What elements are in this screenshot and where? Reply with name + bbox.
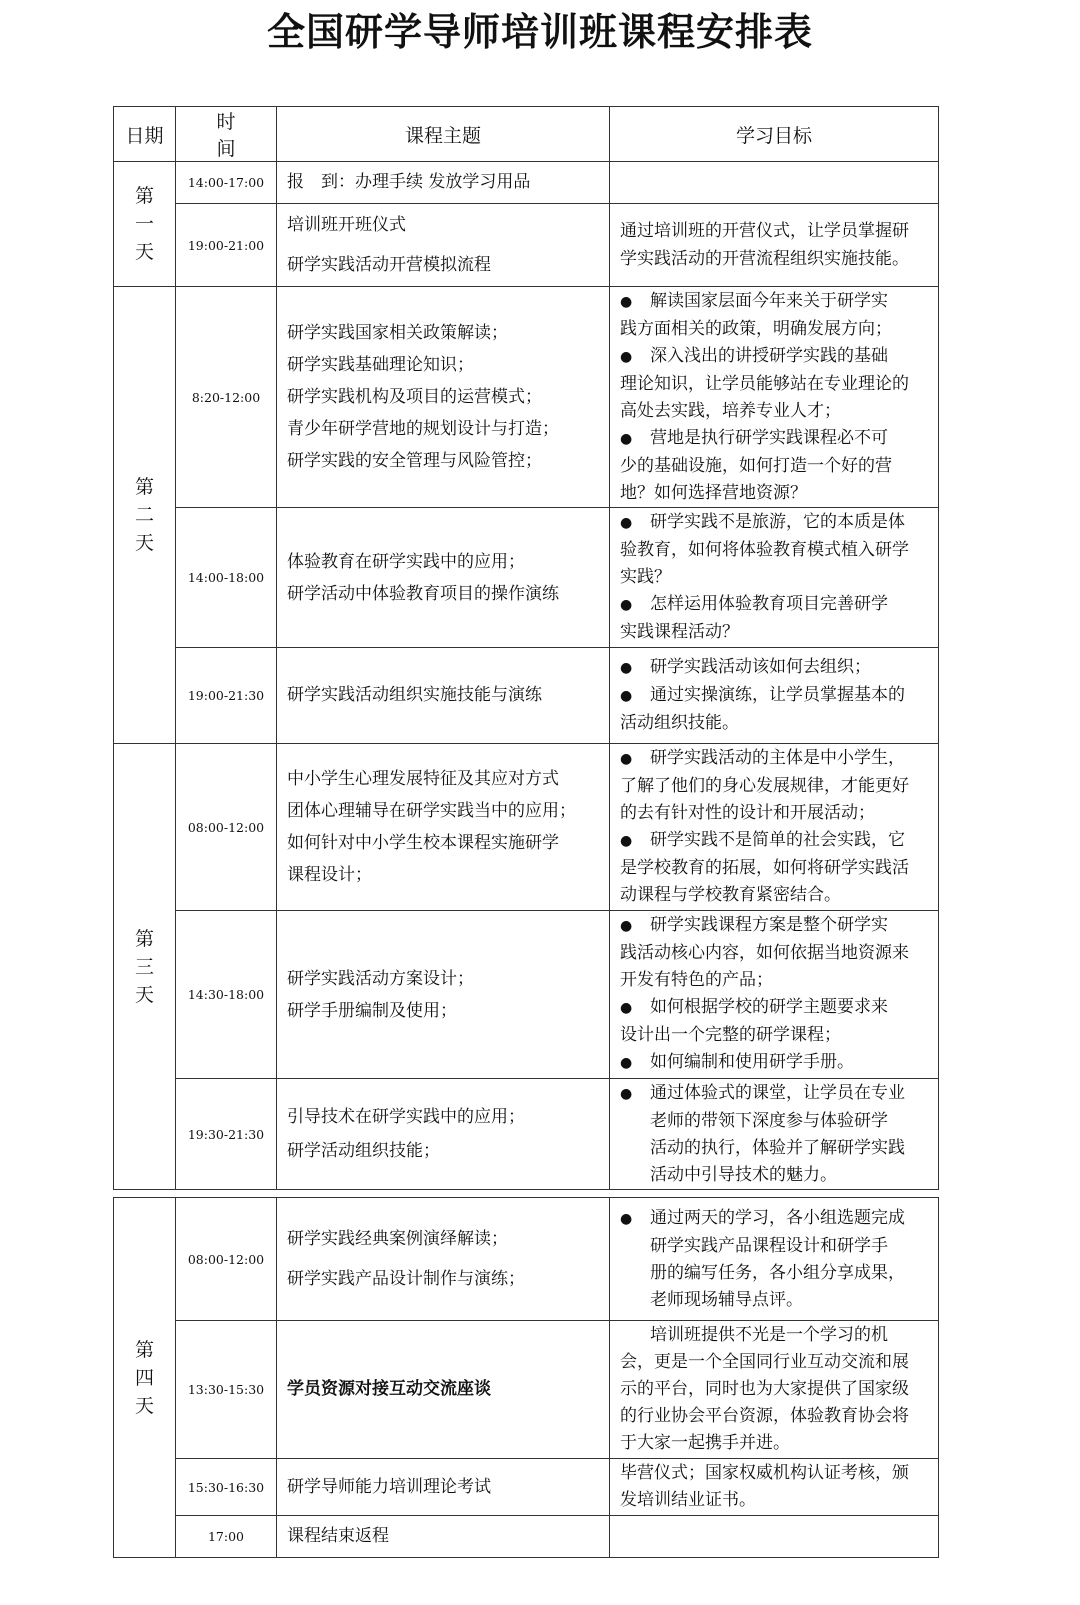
topic-cell: 研学实践活动组织实施技能与演练 xyxy=(277,648,610,744)
table-row xyxy=(114,1079,939,1190)
goal-cell: ● 研学实践不是旅游，它的本质是体 验教育，如何将体验教育模式植入研学 实践？ ● 怎样运用体验教育项目完善研学 实践课程活动？ xyxy=(610,508,939,648)
time-cell: 17:00 xyxy=(176,1516,277,1558)
day-2-cell: 第 二 天 xyxy=(114,287,176,744)
bullet-icon: ● xyxy=(620,688,633,704)
table-row xyxy=(114,162,939,204)
day-3-cell: 第 三 天 xyxy=(114,744,176,1190)
table-row xyxy=(114,1516,939,1558)
time-cell: 08:00-12:00 xyxy=(176,1198,277,1321)
time-cell: 19:00-21:00 xyxy=(176,204,277,287)
time-cell: 8:20-12:00 xyxy=(176,287,277,508)
header-date: 日期 xyxy=(114,107,176,162)
goal-cell: ● 解读国家层面今年来关于研学实 践方面相关的政策，明确发展方向； ● 深入浅出的讲授研学实践的基础 理论知识，让学员能够站在专业理论的 高处去实践，培养专业人才； ● 营地是执行研学实践课程必不可 少的基础设施，如何打造一个好的营 地？如何选择营地资源？ xyxy=(610,287,939,508)
goal-cell: 培训班提供不光是一个学习的机 会，更是一个全国同行业互动交流和展 示的平台，同时也为大家提供了国家级 的行业协会平台资源，体验教育协会将 于大家一起携手并进。 xyxy=(610,1321,939,1459)
time-cell: 08:00-12:00 xyxy=(176,744,277,911)
time-cell: 14:00-18:00 xyxy=(176,508,277,648)
goal-cell: ● 通过两天的学习，各小组选题完成 研学实践产品课程设计和研学手 册的编写任务，各小组分享成果， 老师现场辅导点评。 xyxy=(610,1198,939,1321)
table-header-row xyxy=(114,107,939,162)
bullet-icon: ● xyxy=(620,833,633,849)
page-title: 全国研学导师培训班课程安排表 xyxy=(266,10,813,54)
topic-cell: 研学实践活动方案设计； 研学手册编制及使用； xyxy=(277,911,610,1079)
topic-cell: 中小学生心理发展特征及其应对方式 团体心理辅导在研学实践当中的应用； 如何针对中小学生校本课程实施研学 课程设计； xyxy=(277,744,610,911)
table-row xyxy=(114,1321,939,1459)
time-cell: 19:00-21:30 xyxy=(176,648,277,744)
time-cell: 14:00-17:00 xyxy=(176,162,277,204)
day-4-cell: 第 四 天 xyxy=(114,1198,176,1558)
table-row xyxy=(114,911,939,1079)
bullet-icon: ● xyxy=(620,348,633,365)
bullet-icon: ● xyxy=(620,597,633,613)
table-row xyxy=(114,744,939,911)
time-cell: 15:30-16:30 xyxy=(176,1459,277,1516)
bullet-icon: ● xyxy=(620,751,633,767)
goal-cell: 毕营仪式；国家权威机构认证考核，颁 发培训结业证书。 xyxy=(610,1459,939,1516)
goal-cell: 通过培训班的开营仪式，让学员掌握研 学实践活动的开营流程组织实施技能。 xyxy=(610,204,939,287)
table-row xyxy=(114,508,939,648)
bullet-icon: ● xyxy=(620,430,633,447)
goal-cell xyxy=(610,1516,939,1558)
goal-cell: ● 研学实践课程方案是整个研学实 践活动核心内容，如何依据当地资源来 开发有特色的产品； ● 如何根据学校的研学主题要求来 设计出一个完整的研学课程； ● 如何编制和使用研学手册。 xyxy=(610,911,939,1079)
topic-cell: 学员资源对接互动交流座谈 xyxy=(277,1321,610,1459)
time-cell: 19:30-21:30 xyxy=(176,1079,277,1190)
header-time: 时间 xyxy=(176,107,277,162)
table-row xyxy=(114,204,939,287)
goal-cell: ● 研学实践活动的主体是中小学生， 了解了他们的身心发展规律，才能更好 的去有针对性的设计和开展活动； ● 研学实践不是简单的社会实践，它 是学校教育的拓展，如何将研学实践活 动课程与学校教育紧密结合。 xyxy=(610,744,939,911)
bullet-icon: ● xyxy=(620,918,633,934)
header-goal: 学习目标 xyxy=(610,107,939,162)
topic-cell: 研学实践国家相关政策解读； 研学实践基础理论知识； 研学实践机构及项目的运营模式； 青少年研学营地的规划设计与打造； 研学实践的安全管理与风险管控； xyxy=(277,287,610,508)
topic-cell: 报 到：办理手续 发放学习用品 xyxy=(277,162,610,204)
table-row xyxy=(114,287,939,508)
bullet-icon: ● xyxy=(620,1055,633,1071)
table-row xyxy=(114,1459,939,1516)
time-cell: 14:30-18:00 xyxy=(176,911,277,1079)
table-row xyxy=(114,648,939,744)
goal-cell: ● 通过体验式的课堂，让学员在专业 老师的带领下深度参与体验研学 活动的执行，体验并了解研学实践 活动中引导技术的魅力。 xyxy=(610,1079,939,1190)
bullet-icon: ● xyxy=(620,293,633,310)
bullet-icon: ● xyxy=(620,1210,633,1227)
bullet-icon: ● xyxy=(620,1085,633,1102)
table-row xyxy=(114,1198,939,1321)
topic-cell: 培训班开班仪式 研学实践活动开营模拟流程 xyxy=(277,204,610,287)
header-topic: 课程主题 xyxy=(277,107,610,162)
schedule-table-part-1 xyxy=(113,106,939,1190)
topic-cell: 课程结束返程 xyxy=(277,1516,610,1558)
bullet-icon: ● xyxy=(620,660,633,676)
schedule-table-part-2 xyxy=(113,1197,939,1558)
topic-cell: 引导技术在研学实践中的应用； 研学活动组织技能； xyxy=(277,1079,610,1190)
topic-cell: 研学导师能力培训理论考试 xyxy=(277,1459,610,1516)
topic-cell: 体验教育在研学实践中的应用； 研学活动中体验教育项目的操作演练 xyxy=(277,508,610,648)
goal-cell: ● 研学实践活动该如何去组织； ● 通过实操演练，让学员掌握基本的 活动组织技能。 xyxy=(610,648,939,744)
bullet-icon: ● xyxy=(620,1000,633,1016)
day-1-cell: 第 一 天 xyxy=(114,162,176,287)
bullet-icon: ● xyxy=(620,515,633,531)
time-cell: 13:30-15:30 xyxy=(176,1321,277,1459)
topic-cell: 研学实践经典案例演绎解读； 研学实践产品设计制作与演练； xyxy=(277,1198,610,1321)
goal-cell xyxy=(610,162,939,204)
